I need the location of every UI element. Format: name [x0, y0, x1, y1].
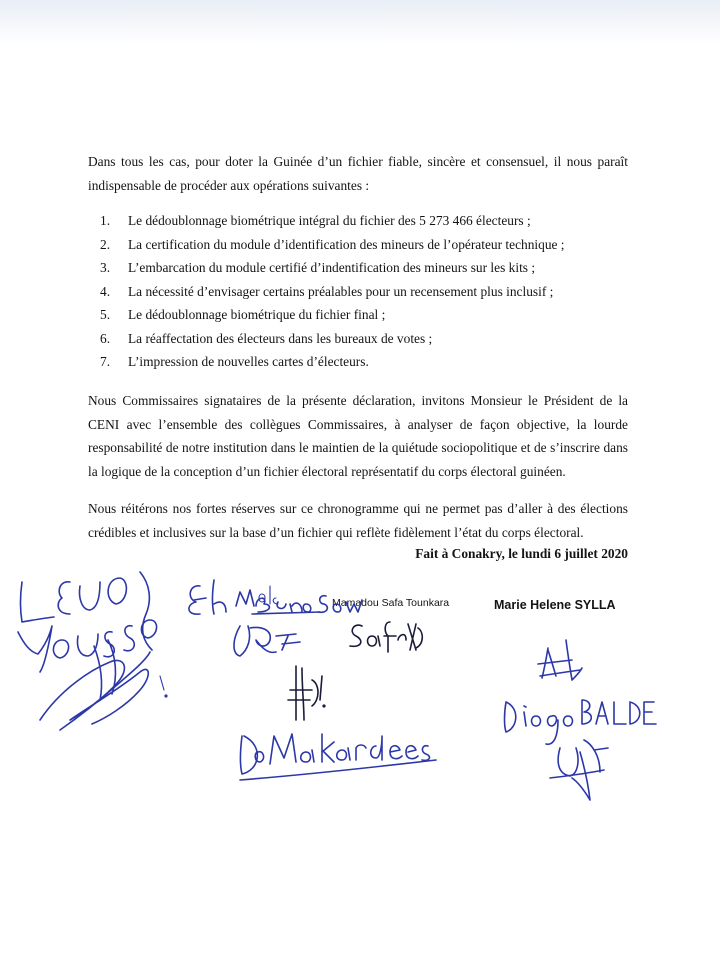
list-number: 5.: [100, 307, 111, 322]
list-item: [100, 327, 620, 351]
signature-youssouf: [18, 620, 157, 672]
list-item: [100, 350, 620, 374]
signatures-area: [0, 560, 720, 820]
list-item: [100, 209, 620, 233]
list-number: 6.: [100, 330, 111, 346]
list-item: [100, 303, 620, 327]
list-text: La certification du module d’identification des mineurs de l’opérateur technique ;: [128, 236, 565, 252]
operations-list: [100, 209, 620, 374]
list-text: Le dédoublonnage biométrique intégral du fichier des 5 273 466 électeurs ;: [128, 213, 531, 228]
signature-flourish: [288, 666, 326, 720]
list-item: [100, 256, 620, 280]
list-text: La réaffectation des électeurs dans les bureaux de votes ;: [128, 330, 433, 346]
list-item: [100, 233, 620, 257]
list-text: L’embarcation du module certifié d’indentification des mineurs sur les kits ;: [128, 260, 536, 275]
intro-paragraph: Dans tous les cas, pour doter la Guinée d’un fichier fiable, sincère et consensuel, il nous paraît indispensable de procéder aux opérations suivantes :: [88, 154, 628, 193]
signature-sylla: [538, 640, 582, 680]
list-text: Le dédoublonnage biométrique du fichier final ;: [128, 307, 386, 322]
signatory-bold-name: Marie Helene SYLLA: [494, 598, 616, 612]
list-number: 4.: [100, 283, 111, 299]
signatory-typed-name: Mamadou Safa Tounkara: [332, 597, 450, 609]
place-date-line: Fait à Conakry, le lundi 6 juillet 2020: [415, 546, 628, 561]
signature-leuo: [21, 572, 153, 650]
list-number: 3.: [100, 260, 111, 275]
list-number: 2.: [100, 236, 111, 252]
signature-diogo-balde: [505, 700, 657, 800]
scan-top-band: [0, 0, 720, 44]
list-item: [100, 280, 620, 304]
list-text: L’impression de nouvelles cartes d’électeurs.: [128, 354, 369, 369]
list-number: 1.: [100, 213, 111, 228]
signature-dmakardees: [240, 734, 436, 780]
signature-safa: [350, 622, 422, 652]
signature-scribble-large: [40, 640, 168, 730]
signature-elh-mdou-bano-sow: [189, 580, 362, 656]
reservations-paragraph: Nous réitérons nos fortes réserves sur ce chronogramme qui ne permet pas d’aller à des élections crédibles et inclusives sur la base d’un fichier qui reflète fidèlement l’état du corps électoral.: [88, 501, 628, 540]
list-number: 7.: [100, 354, 111, 369]
list-text: La nécessité d’envisager certains préalables pour un recensement plus inclusif ;: [128, 283, 554, 299]
call-paragraph: Nous Commissaires signataires de la présente déclaration, invitons Monsieur le Président de la CENI avec l’ensemble des collègues Commissaires, à analyser de façon objective, la lourde responsabilité de notre institution dans le maintien de la quiétude sociopolitique et de s’inscrire dans la logique de la conception d’un fichier électoral représentatif du corps électoral guinéen.: [88, 393, 628, 479]
